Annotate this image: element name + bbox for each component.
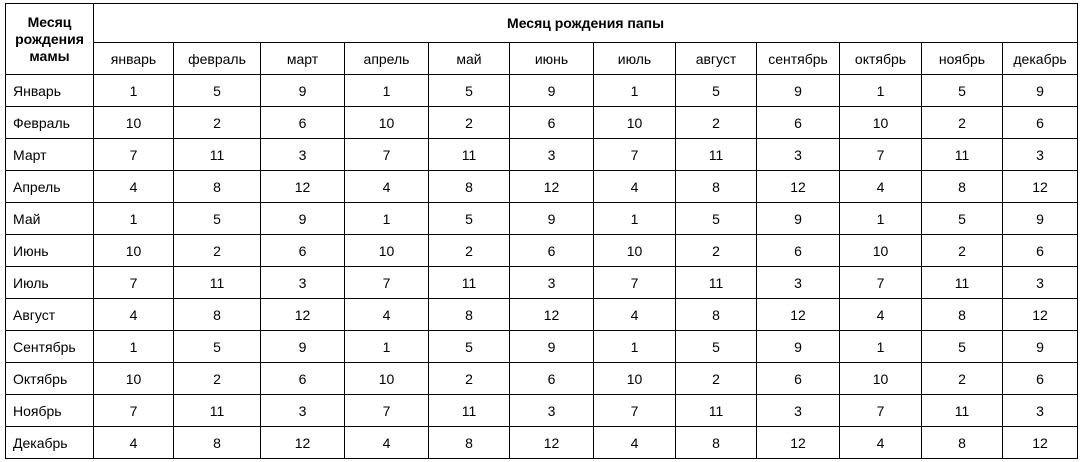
table-row — [6, 427, 1078, 459]
table-cell: 9 — [757, 203, 840, 235]
table-cell: 11 — [922, 395, 1003, 427]
table-cell: 11 — [174, 139, 261, 171]
table-cell: 7 — [594, 139, 676, 171]
table-cell: 3 — [1003, 395, 1078, 427]
table-cell: 4 — [594, 299, 676, 331]
table-cell: 2 — [174, 235, 261, 267]
table-cell: 8 — [174, 299, 261, 331]
table-cell: 8 — [174, 171, 261, 203]
table-cell: 4 — [94, 171, 174, 203]
table-cell: 7 — [345, 267, 429, 299]
table-row — [6, 75, 1078, 107]
table-cell: 11 — [174, 267, 261, 299]
table-cell: 5 — [429, 203, 510, 235]
table-cell: 8 — [922, 299, 1003, 331]
table-cell: 1 — [345, 203, 429, 235]
table-cell: 5 — [174, 75, 261, 107]
table-row — [6, 139, 1078, 171]
header-row-title — [6, 4, 1078, 43]
table-cell: 6 — [510, 235, 594, 267]
table-cell: 5 — [922, 203, 1003, 235]
table-cell: 12 — [510, 427, 594, 459]
table-cell: 5 — [174, 331, 261, 363]
table-cell: 9 — [510, 203, 594, 235]
table-cell: 6 — [1003, 363, 1078, 395]
table-cell: 10 — [594, 363, 676, 395]
column-header: февраль — [174, 43, 261, 75]
table-cell: 1 — [594, 75, 676, 107]
column-header: август — [676, 43, 757, 75]
table-cell: 5 — [922, 331, 1003, 363]
row-header: Июль — [6, 267, 94, 299]
table-cell: 5 — [676, 331, 757, 363]
table-cell: 4 — [840, 171, 922, 203]
table-cell: 12 — [261, 171, 345, 203]
column-header: май — [429, 43, 510, 75]
table-cell: 3 — [261, 395, 345, 427]
table-cell: 10 — [840, 235, 922, 267]
table-row — [6, 395, 1078, 427]
table-cell: 12 — [757, 427, 840, 459]
table-cell: 11 — [429, 267, 510, 299]
row-header: Июнь — [6, 235, 94, 267]
table-cell: 6 — [757, 107, 840, 139]
table-cell: 11 — [676, 267, 757, 299]
row-header: Март — [6, 139, 94, 171]
table-cell: 7 — [840, 267, 922, 299]
table-cell: 10 — [94, 107, 174, 139]
table-cell: 7 — [594, 267, 676, 299]
column-header: декабрь — [1003, 43, 1078, 75]
table-cell: 7 — [345, 395, 429, 427]
table-cell: 11 — [922, 139, 1003, 171]
column-header: март — [261, 43, 345, 75]
table-cell: 9 — [757, 331, 840, 363]
table-cell: 4 — [840, 427, 922, 459]
birth-month-table — [5, 3, 1078, 459]
table-cell: 1 — [94, 331, 174, 363]
row-header: Ноябрь — [6, 395, 94, 427]
column-header: сентябрь — [757, 43, 840, 75]
column-header: октябрь — [840, 43, 922, 75]
table-cell: 4 — [345, 427, 429, 459]
table-cell: 12 — [757, 299, 840, 331]
table-cell: 1 — [594, 331, 676, 363]
table-cell: 4 — [94, 427, 174, 459]
father-month-title: Месяц рождения папы — [94, 4, 1078, 43]
table-cell: 6 — [757, 235, 840, 267]
table-cell: 8 — [174, 427, 261, 459]
table-row — [6, 203, 1078, 235]
table-body — [6, 75, 1078, 459]
table-cell: 8 — [676, 299, 757, 331]
table-cell: 11 — [922, 267, 1003, 299]
table-cell: 2 — [174, 363, 261, 395]
table-cell: 2 — [429, 363, 510, 395]
table-cell: 1 — [345, 75, 429, 107]
table-cell: 3 — [757, 395, 840, 427]
table-cell: 4 — [594, 427, 676, 459]
table-cell: 6 — [1003, 107, 1078, 139]
table-cell: 2 — [676, 363, 757, 395]
row-header: Декабрь — [6, 427, 94, 459]
table-cell: 6 — [510, 107, 594, 139]
table-cell: 11 — [429, 139, 510, 171]
table-cell: 2 — [922, 107, 1003, 139]
column-header: июль — [594, 43, 676, 75]
column-header: январь — [94, 43, 174, 75]
table-cell: 11 — [174, 395, 261, 427]
table-cell: 6 — [510, 363, 594, 395]
column-header: ноябрь — [922, 43, 1003, 75]
table-cell: 10 — [94, 235, 174, 267]
table-cell: 8 — [429, 427, 510, 459]
table-cell: 5 — [676, 75, 757, 107]
table-cell: 12 — [510, 299, 594, 331]
row-header: Октябрь — [6, 363, 94, 395]
table-row — [6, 107, 1078, 139]
table-cell: 3 — [261, 139, 345, 171]
table-cell: 8 — [922, 427, 1003, 459]
table-cell: 10 — [345, 363, 429, 395]
table-row — [6, 331, 1078, 363]
table-cell: 3 — [1003, 267, 1078, 299]
column-header: апрель — [345, 43, 429, 75]
table-cell: 7 — [840, 395, 922, 427]
table-cell: 7 — [94, 395, 174, 427]
table-cell: 9 — [757, 75, 840, 107]
header-row-months — [6, 43, 1078, 75]
table-cell: 5 — [174, 203, 261, 235]
table-cell: 10 — [345, 107, 429, 139]
table-cell: 5 — [676, 203, 757, 235]
table-cell: 6 — [1003, 235, 1078, 267]
table-cell: 3 — [757, 139, 840, 171]
row-header: Сентябрь — [6, 331, 94, 363]
table-cell: 1 — [840, 75, 922, 107]
table-cell: 7 — [94, 139, 174, 171]
table-cell: 4 — [94, 299, 174, 331]
table-cell: 3 — [510, 139, 594, 171]
row-header: Май — [6, 203, 94, 235]
table-cell: 3 — [510, 395, 594, 427]
table-cell: 10 — [345, 235, 429, 267]
table-cell: 4 — [594, 171, 676, 203]
row-header: Февраль — [6, 107, 94, 139]
table-row — [6, 299, 1078, 331]
table-cell: 10 — [840, 107, 922, 139]
table-cell: 12 — [757, 171, 840, 203]
table-cell: 2 — [676, 107, 757, 139]
table-cell: 2 — [922, 363, 1003, 395]
row-header: Август — [6, 299, 94, 331]
table-cell: 12 — [261, 427, 345, 459]
table-row — [6, 267, 1078, 299]
row-header: Январь — [6, 75, 94, 107]
table-row — [6, 363, 1078, 395]
table-cell: 6 — [261, 235, 345, 267]
table-cell: 2 — [429, 107, 510, 139]
table-cell: 8 — [676, 427, 757, 459]
table-cell: 12 — [1003, 427, 1078, 459]
table-cell: 8 — [429, 299, 510, 331]
table-cell: 5 — [429, 75, 510, 107]
table-cell: 3 — [510, 267, 594, 299]
table-cell: 9 — [1003, 75, 1078, 107]
table-cell: 10 — [840, 363, 922, 395]
table-cell: 1 — [840, 331, 922, 363]
corner-label: Месяц рождения мамы — [6, 4, 94, 75]
table-cell: 9 — [261, 75, 345, 107]
table-cell: 1 — [594, 203, 676, 235]
table-cell: 8 — [429, 171, 510, 203]
table-cell: 10 — [594, 235, 676, 267]
table-cell: 9 — [1003, 203, 1078, 235]
table-cell: 2 — [676, 235, 757, 267]
table-cell: 1 — [94, 75, 174, 107]
table-cell: 9 — [510, 331, 594, 363]
table-cell: 3 — [261, 267, 345, 299]
table-cell: 6 — [261, 107, 345, 139]
table-cell: 3 — [1003, 139, 1078, 171]
table-cell: 12 — [1003, 299, 1078, 331]
table-cell: 12 — [261, 299, 345, 331]
table-cell: 1 — [94, 203, 174, 235]
table-wrapper — [5, 3, 1078, 459]
table-cell: 2 — [922, 235, 1003, 267]
table-row — [6, 171, 1078, 203]
table-cell: 7 — [345, 139, 429, 171]
table-cell: 6 — [261, 363, 345, 395]
table-cell: 12 — [510, 171, 594, 203]
table-cell: 10 — [594, 107, 676, 139]
table-cell: 4 — [840, 299, 922, 331]
table-cell: 11 — [676, 139, 757, 171]
table-row — [6, 235, 1078, 267]
table-cell: 6 — [757, 363, 840, 395]
table-cell: 5 — [429, 331, 510, 363]
table-cell: 10 — [94, 363, 174, 395]
table-cell: 9 — [510, 75, 594, 107]
table-cell: 2 — [429, 235, 510, 267]
table-cell: 4 — [345, 171, 429, 203]
table-cell: 8 — [676, 171, 757, 203]
table-cell: 3 — [757, 267, 840, 299]
table-cell: 2 — [174, 107, 261, 139]
table-cell: 8 — [922, 171, 1003, 203]
table-cell: 7 — [594, 395, 676, 427]
table-cell: 9 — [1003, 331, 1078, 363]
table-cell: 11 — [429, 395, 510, 427]
table-cell: 9 — [261, 331, 345, 363]
table-cell: 7 — [840, 139, 922, 171]
table-cell: 4 — [345, 299, 429, 331]
row-header: Апрель — [6, 171, 94, 203]
table-cell: 12 — [1003, 171, 1078, 203]
table-cell: 9 — [261, 203, 345, 235]
table-cell: 11 — [676, 395, 757, 427]
column-header: июнь — [510, 43, 594, 75]
table-cell: 1 — [345, 331, 429, 363]
table-cell: 5 — [922, 75, 1003, 107]
table-cell: 7 — [94, 267, 174, 299]
table-cell: 1 — [840, 203, 922, 235]
